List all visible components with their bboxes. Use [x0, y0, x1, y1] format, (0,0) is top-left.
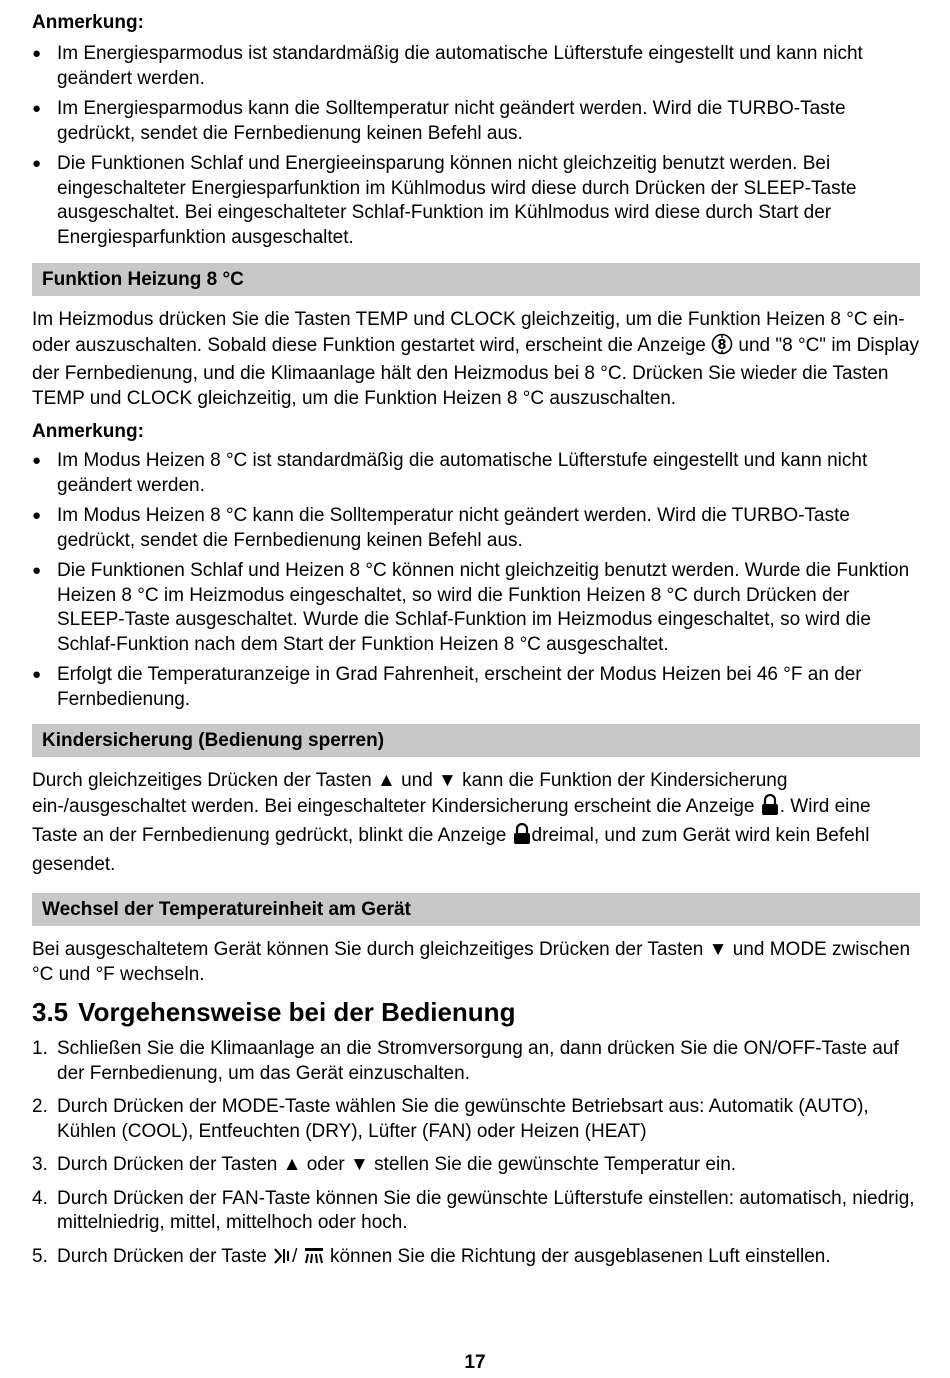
chapter-heading: 3.5 Vorgehensweise bei der Bedienung — [32, 997, 516, 1027]
list-item: ● Im Energiesparmodus kann die Solltemperatur nicht geändert werden. Wird die TURBO-Taste gedrückt, sendet die Fernbedienung keinen Befehl aus. — [32, 98, 846, 144]
svg-text:8: 8 — [717, 337, 727, 353]
bullet-icon: ● — [32, 452, 42, 469]
bullet-icon: ● — [32, 45, 42, 62]
note-list — [32, 449, 920, 712]
section-heading-heating: Funktion Heizung 8 °C — [32, 263, 920, 296]
heating-paragraph: Im Heizmodus drücken Sie die Tasten TEMP und CLOCK gleichzeitig, um die Funktion Heizen 8 °C ein- oder auszuschalten. Sobald diese Funktion gestartet wird, erscheint die Anzeige 8 und "8 °C" im Display der Fernbedienung, und die Klimaanlage hält den Heizmodus bei 8 °C. Drücken Sie wieder die Tasten TEMP und CLOCK gleichzeitig, um die Funktion Heizen 8 °C auszuschalten. — [32, 309, 919, 409]
section-heading-tempunit: Wechsel der Temperatureinheit am Gerät — [32, 893, 920, 926]
lock-icon — [760, 794, 780, 824]
lock-icon — [512, 823, 532, 853]
note-title: Anmerkung: — [32, 421, 144, 442]
bullet-icon: ● — [32, 155, 42, 172]
bullet-icon: ● — [32, 100, 42, 117]
section-heading-childlock: Kindersicherung (Bedienung sperren) — [32, 724, 920, 757]
note-title: Anmerkung: — [32, 12, 144, 33]
list-item: ● Die Funktionen Schlaf und Energieeinsparung können nicht gleichzeitig benutzt werden. Bei eingeschalteter Energiesparfunktion im Kühlmodus wird diese durch Drücken der SLEEP-Taste ausgeschaltet. Bei eingeschalteter Schlaf-Funktion im Kühlmodus wird diese durch Start der Energiesparfunktion ausgeschaltet. — [32, 153, 857, 248]
tempunit-paragraph: Bei ausgeschaltetem Gerät können Sie durch gleichzeitiges Drücken der Tasten ▼ und MODE zwischen °C und °F wechseln. — [32, 939, 911, 985]
list-item: ● Im Modus Heizen 8 °C ist standardmäßig die automatische Lüfterstufe eingestellt und kann nicht geändert werden. — [32, 450, 868, 496]
document-page — [32, 10, 920, 1282]
list-item: 2. Durch Drücken der MODE-Taste wählen Sie die gewünschte Betriebsart aus: Automatik (AUTO), Kühlen (COOL), Entfeuchten (DRY), Lüfter (FAN) oder Heizen (HEAT) — [32, 1096, 869, 1142]
horizontal-swing-icon — [303, 1246, 325, 1274]
list-item: ● Im Modus Heizen 8 °C kann die Solltemperatur nicht geändert werden. Wird die TURBO-Taste gedrückt, sendet die Fernbedienung keinen Befehl aus. — [32, 505, 850, 551]
bullet-icon: ● — [32, 666, 42, 683]
bullet-icon: ● — [32, 507, 42, 524]
list-item: 1. Schließen Sie die Klimaanlage an die Stromversorgung an, dann drücken Sie die ON/OFF-Taste auf der Fernbedienung, um das Gerät einzuschalten. — [32, 1038, 899, 1084]
note-list — [32, 42, 920, 250]
list-item: 3. Durch Drücken der Tasten ▲ oder ▼ stellen Sie die gewünschte Temperatur ein. — [32, 1154, 737, 1175]
list-item: 5. Durch Drücken der Taste / können Sie die Richtung der ausgeblasenen Luft einstellen. — [32, 1245, 920, 1274]
bullet-icon: ● — [32, 562, 42, 579]
page-number: 17 — [464, 1352, 486, 1373]
list-item: ● Im Energiesparmodus ist standardmäßig die automatische Lüfterstufe eingestellt und kann nicht geändert werden. — [32, 43, 863, 89]
list-item: ● Erfolgt die Temperaturanzeige in Grad Fahrenheit, erscheint der Modus Heizen bei 46 °F an der Fernbedienung. — [32, 664, 862, 710]
list-item: ● Die Funktionen Schlaf und Heizen 8 °C können nicht gleichzeitig benutzt werden. Wurde die Funktion Heizen 8 °C im Heizmodus eingeschaltet, so wird die Funktion Heizen 8 °C durch Drücken der SLEEP-Taste ausgeschaltet. Wurde die Schlaf-Funktion im Heizmodus eingeschaltet, so wird die Schlaf-Funktion nach dem Start der Funktion Heizen 8 °C ausgeschaltet. — [32, 560, 910, 655]
vertical-swing-icon — [272, 1246, 292, 1274]
procedure-steps — [32, 1037, 920, 1273]
heat-8c-icon — [711, 333, 733, 363]
childlock-paragraph: Durch gleichzeitiges Drücken der Tasten ▲ und ▼ kann die Funktion der Kindersicherung ein-/ausgeschaltet werden. Bei eingeschalteter Kindersicherung erscheint die Anzeige . Wird eine Taste an der Fernbedienung gedrückt, blinkt die Anzeige dreimal, und zum Gerät wird kein Befehl gesendet. — [32, 770, 871, 875]
list-item: 4. Durch Drücken der FAN-Taste können Sie die gewünschte Lüfterstufe einstellen: automatisch, niedrig, mittelniedrig, mittel, mittelhoch oder hoch. — [32, 1187, 915, 1233]
